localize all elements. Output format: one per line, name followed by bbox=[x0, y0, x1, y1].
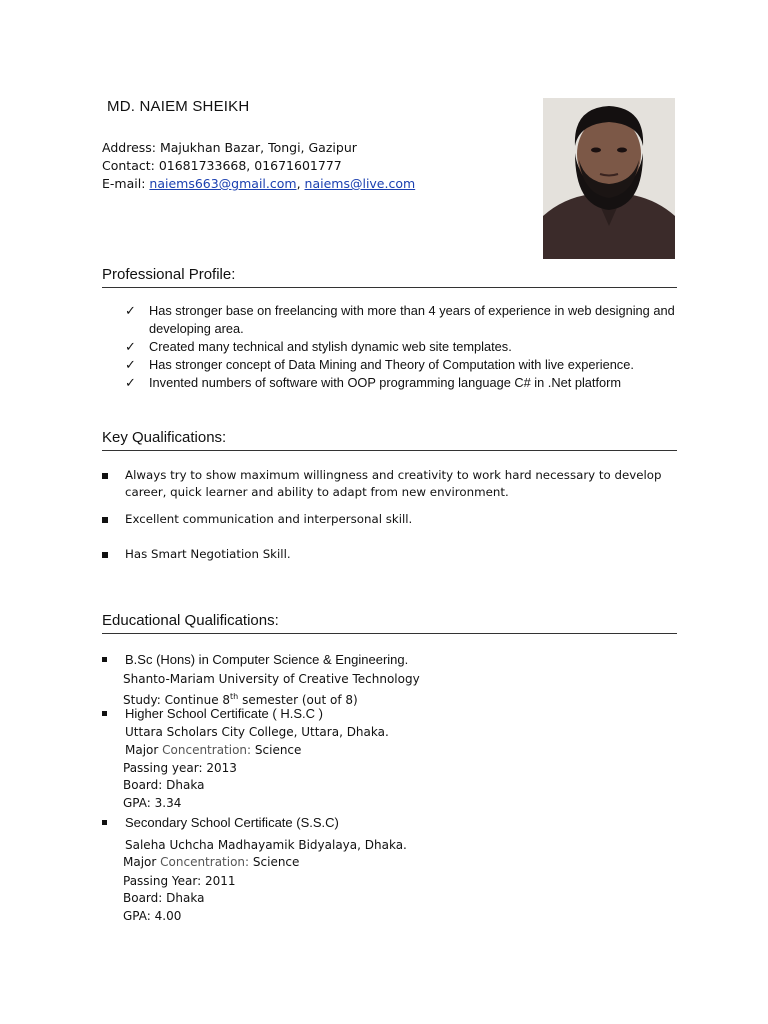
list-item bbox=[102, 467, 662, 501]
list-item-text: Invented numbers of software with OOP programming language C# in .Net platform bbox=[149, 375, 622, 390]
degree-bsc bbox=[102, 652, 408, 667]
checkmark-icon: ✓ bbox=[125, 303, 136, 318]
square-bullet-icon bbox=[102, 711, 107, 716]
institution: Saleha Uchcha Madhayamik Bidyalaya, Dhaka. bbox=[125, 838, 407, 852]
profile-photo bbox=[543, 98, 675, 259]
institution: Shanto-Mariam University of Creative Technology bbox=[123, 672, 420, 686]
list-item-text: Excellent communication and interpersonal skill. bbox=[125, 512, 413, 526]
list-item-text: Always try to show maximum willingness and creativity to work hard necessary to develop career, quick learner and ability to adapt from new environment. bbox=[125, 468, 662, 499]
section-title-key-qualifications: Key Qualifications: bbox=[102, 429, 677, 451]
degree-title: Secondary School Certificate (S.S.C) bbox=[125, 815, 339, 830]
professional-profile-list bbox=[125, 302, 685, 392]
profile-photo-image bbox=[543, 98, 675, 259]
list-item bbox=[102, 511, 662, 528]
email-line bbox=[102, 175, 415, 193]
passing-year: Passing year: 2013 bbox=[123, 761, 237, 775]
phone-line: Contact: 01681733668, 01671601777 bbox=[102, 158, 342, 173]
square-bullet-icon bbox=[102, 657, 107, 662]
passing-year: Passing Year: 2011 bbox=[123, 874, 236, 888]
list-item bbox=[125, 338, 685, 356]
square-bullet-icon bbox=[102, 820, 107, 825]
checkmark-icon: ✓ bbox=[125, 375, 136, 390]
email-separator: , bbox=[296, 176, 305, 191]
list-item-text: Created many technical and stylish dynamic web site templates. bbox=[149, 339, 512, 354]
square-bullet-icon bbox=[102, 517, 108, 523]
square-bullet-icon bbox=[102, 552, 108, 558]
checkmark-icon: ✓ bbox=[125, 357, 136, 372]
contact-block bbox=[102, 139, 415, 193]
major: Major Concentration: Science bbox=[125, 743, 302, 757]
list-item bbox=[125, 302, 685, 338]
address-line: Address: Majukhan Bazar, Tongi, Gazipur bbox=[102, 140, 357, 155]
list-item bbox=[125, 356, 685, 374]
board: Board: Dhaka bbox=[123, 778, 205, 792]
board: Board: Dhaka bbox=[123, 891, 205, 905]
gpa: GPA: 4.00 bbox=[123, 909, 182, 923]
list-item-text: Has stronger concept of Data Mining and Theory of Computation with live experience. bbox=[149, 357, 634, 372]
list-item bbox=[102, 546, 662, 563]
section-title-professional-profile: Professional Profile: bbox=[102, 266, 677, 288]
section-title-educational-qualifications: Educational Qualifications: bbox=[102, 612, 677, 634]
email-link-live[interactable]: naiems@live.com bbox=[304, 176, 416, 191]
checkmark-icon: ✓ bbox=[125, 339, 136, 354]
major: Major Concentration: Science bbox=[123, 855, 300, 869]
institution: Uttara Scholars City College, Uttara, Dhaka. bbox=[125, 725, 389, 739]
square-bullet-icon bbox=[102, 473, 108, 479]
list-item-text: Has stronger base on freelancing with more than 4 years of experience in web designing and developing area. bbox=[149, 303, 675, 336]
study-status: Study: Continue 8th semester (out of 8) bbox=[123, 692, 358, 707]
candidate-name: MD. NAIEM SHEIKH bbox=[107, 98, 250, 115]
list-item-text: Has Smart Negotiation Skill. bbox=[125, 547, 291, 561]
list-item bbox=[125, 374, 685, 392]
degree-title: B.Sc (Hons) in Computer Science & Engineering. bbox=[125, 652, 409, 667]
degree-ssc bbox=[102, 815, 339, 830]
degree-hsc bbox=[102, 706, 323, 721]
email-label: E-mail: bbox=[102, 176, 150, 191]
email-link-gmail[interactable]: naiems663@gmail.com bbox=[149, 176, 297, 191]
degree-title: Higher School Certificate ( H.S.C ) bbox=[125, 706, 323, 721]
gpa: GPA: 3.34 bbox=[123, 796, 182, 810]
